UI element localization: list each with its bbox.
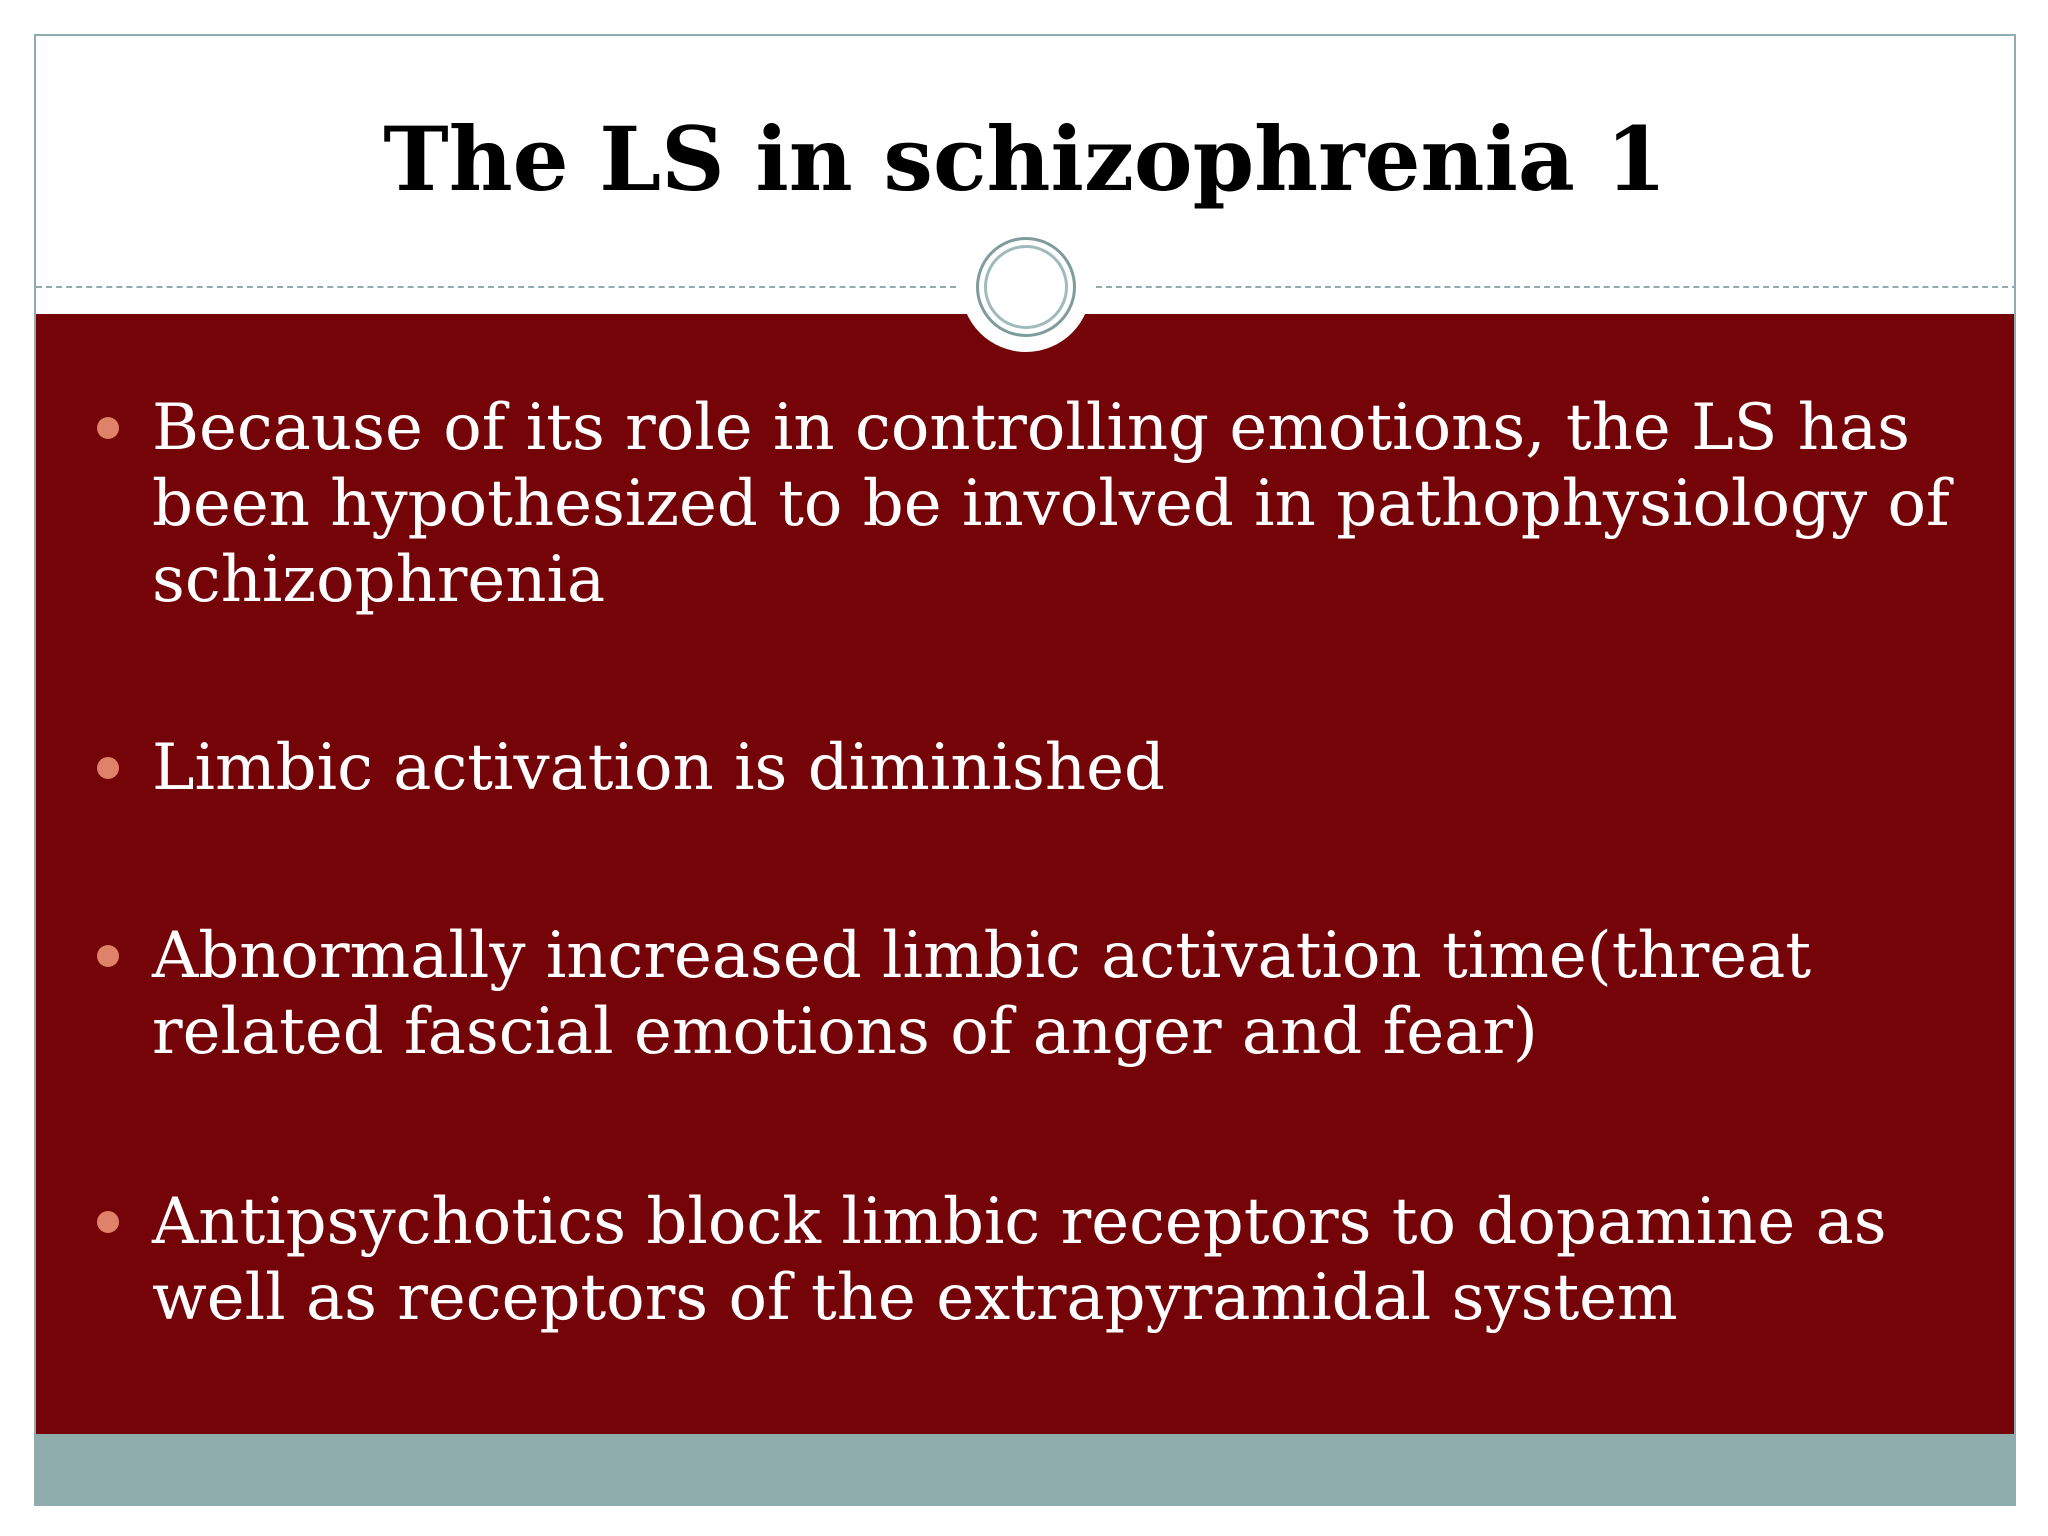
title-divider-left [36, 286, 956, 288]
footer-band [36, 1434, 2014, 1506]
title-divider-right [1096, 286, 2016, 288]
bullet-text: Abnormally increased limbic activation time(threat related fascial emotions of anger and fear) [152, 919, 1812, 1069]
bullet-dot-icon [97, 945, 119, 967]
ornament-inner-ring [984, 245, 1068, 329]
bullet-dot-icon [97, 757, 119, 779]
slide-title: The LS in schizophrenia 1 [383, 107, 1667, 211]
slide [34, 34, 2016, 1506]
bullet-list [36, 314, 2014, 1434]
bullet-text: Limbic activation is diminished [152, 731, 1165, 805]
content-area [36, 314, 2014, 1434]
bullet-text: Antipsychotics block limbic receptors to dopamine as well as receptors of the extrapyramidal system [152, 1185, 1887, 1335]
bullet-text: Because of its role in controlling emotions, the LS has been hypothesized to be involved in pathophysiology of schizophrenia [152, 391, 1950, 617]
bullet-dot-icon [97, 1211, 119, 1233]
bullet-dot-icon [97, 417, 119, 439]
